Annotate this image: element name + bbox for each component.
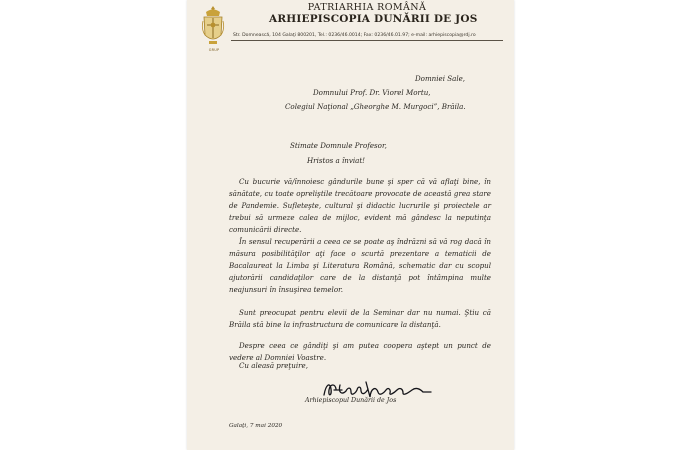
archdiocese-title: ARHIEPISCOPIA DUNĂRII DE JOS [269,13,478,25]
body-paragraph-1: Cu bucurie vă/înnoiesc gândurile bune şi sper că vă aflaţi bine, în sănătate, cu toate opreliştile trecătoare provocate de această grea stare de Pandemie. Sufleteşte, cultural şi didactic lucrurile şi proiectele ar trebui să urmeze calea de mijloc, evident mă gândesc la neputinţa comunicării directe. [229,177,491,235]
crest-label: GRUP [208,48,220,52]
recipient-line-2: Domnului Prof. Dr. Viorel Mortu, [313,88,431,97]
greeting-salutation: Stimate Domnule Profesor, [290,141,387,150]
signatory-title: Arhiepiscopul Dunării de Jos [305,397,397,404]
body-paragraph-3: Sunt preocupat pentru elevii de la Seminar dar nu numai. Ştiu că Brăila stă bine la infrastructura de comunicare la distanţă. [229,308,491,330]
header-divider [231,40,503,41]
letter-page [187,0,514,450]
greeting-easter: Hristos a înviat! [307,156,366,165]
body-paragraph-2: În sensul recuperării a ceea ce se poate aş îndrăzni să vă rog dacă în măsura posibilităţilor aţi face o scurtă prezentare a tematicii de Bacalaureat la Limba şi Literatura Română, schematic dar cu scopul ajutorării candidaţilor care de la distanţă pot întâmpina multe neajunsuri în însuşirea temelor. [229,237,491,295]
body-paragraph-4: Despre ceea ce gândiţi şi am putea coopera aştept un punct de vedere al Domniei Voastre. [229,341,491,363]
contact-line: Str. Domnească, 104 Galaţi 800201, Tel.: 0236/46.0014; Fax: 0236/46.01.97; e-mail: arhiepiscopia@rdj.ro [233,33,476,38]
place-date: Galaţi, 7 mai 2020 [229,423,283,429]
archdiocese-crest-icon [201,5,225,49]
recipient-line-1: Domniei Sale, [415,74,466,83]
patriarchate-title: PATRIARHIA ROMÂNĂ [307,2,427,13]
closing-line: Cu aleasă preţuire, [239,361,308,370]
recipient-line-3: Colegiul Naţional „Gheorghe M. Murgoci”, Brăila. [285,102,466,111]
